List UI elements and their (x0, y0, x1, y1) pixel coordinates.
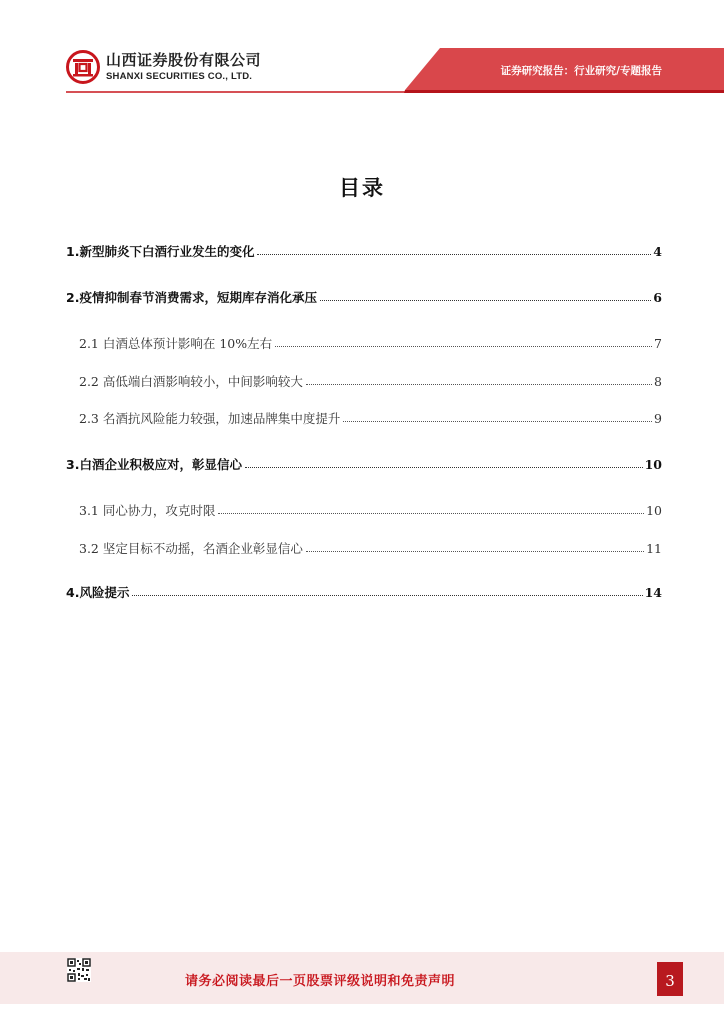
toc-entry-page: 7 (654, 335, 662, 351)
toc-entry[interactable] (66, 238, 662, 258)
toc-entry-page: 10 (644, 456, 662, 472)
company-name-en: SHANXI SECURITIES CO., LTD. (106, 70, 253, 82)
toc-entry-label: 2.1 白酒总体预计影响在 10%左右 (79, 335, 273, 351)
toc-subentry[interactable] (79, 535, 662, 555)
toc-entry-label: 4.风险提示 (66, 584, 130, 600)
toc-entry-page: 8 (654, 373, 662, 389)
dot-leader (306, 384, 652, 385)
toc-entry[interactable] (66, 579, 662, 599)
toc-entry-page: 14 (644, 584, 662, 600)
toc-subentry[interactable] (79, 368, 662, 388)
toc-entry-label: 3.2 坚定目标不动摇，名酒企业彰显信心 (79, 540, 303, 556)
toc-entry-label: 3.1 同心协力，攻克时限 (79, 502, 216, 518)
toc-entry-label: 2.3 名酒抗风险能力较强，加速品牌集中度提升 (79, 410, 341, 426)
toc-entry-page: 6 (653, 289, 662, 305)
toc-entry-page: 4 (653, 243, 662, 259)
dot-leader (245, 467, 643, 468)
toc-entry-label: 3.白酒企业积极应对，彰显信心 (66, 456, 242, 472)
shanxi-securities-logo-icon (66, 50, 100, 84)
toc-entry[interactable] (66, 284, 662, 304)
toc-entry-page: 10 (646, 502, 662, 518)
dot-leader (275, 346, 652, 347)
page-footer (0, 952, 724, 1004)
dot-leader (306, 551, 644, 552)
toc-subentry[interactable] (79, 330, 662, 350)
page-header (0, 0, 724, 100)
disclaimer-text: 请务必阅读最后一页股票评级说明和免责声明 (184, 974, 455, 989)
company-logo (66, 50, 261, 84)
toc-entry-page: 11 (646, 540, 662, 556)
toc-entry[interactable] (66, 451, 662, 471)
page-number-badge: 3 (657, 962, 683, 996)
report-type-label: 证券研究报告：行业研究/专题报告 (500, 65, 662, 77)
toc-subentry[interactable] (79, 497, 662, 517)
toc-entry-page: 9 (654, 410, 662, 426)
company-name-cn: 山西证券股份有限公司 (106, 50, 262, 69)
dot-leader (218, 513, 644, 514)
dot-leader (132, 595, 642, 596)
toc-entry-label: 2.2 高低端白酒影响较小，中间影响较大 (79, 373, 303, 389)
toc-subentry[interactable] (79, 405, 662, 425)
dot-leader (320, 300, 651, 301)
dot-leader (257, 254, 651, 255)
toc-entry-label: 1.新型肺炎下白酒行业发生的变化 (66, 243, 255, 259)
toc-entry-label: 2.疫情抑制春节消费需求，短期库存消化承压 (66, 289, 317, 305)
toc-title: 目录 (339, 176, 385, 200)
dot-leader (343, 421, 652, 422)
